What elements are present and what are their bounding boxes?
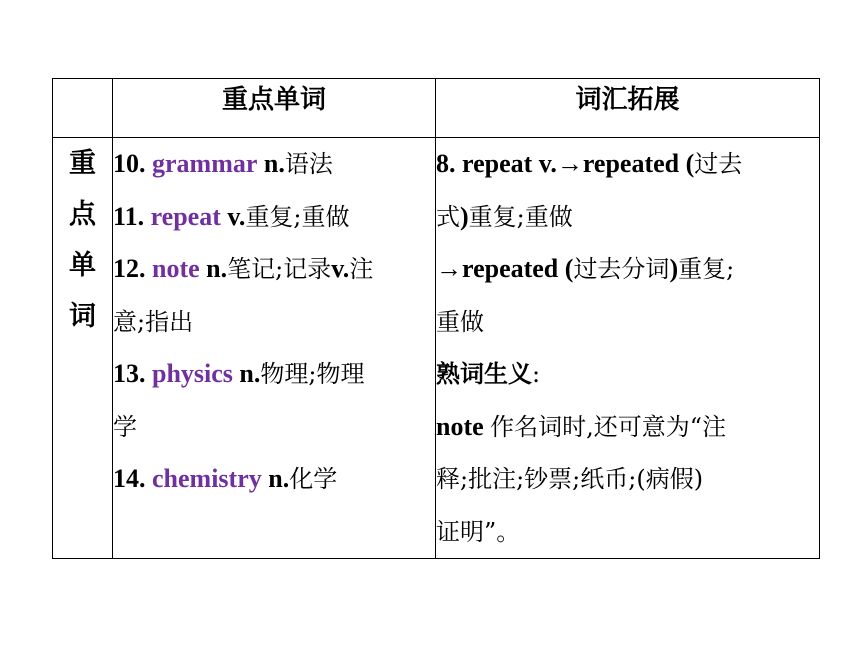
expansion-text: note (436, 411, 491, 441)
expansion-line (436, 296, 819, 349)
word-entry (113, 138, 435, 191)
entry-meaning: 物理;物理 (260, 360, 365, 388)
header-vocabulary-expansion: 词汇拓展 (436, 79, 820, 138)
side-label-char: 点 (69, 199, 96, 230)
entry-pos: n. (268, 464, 290, 493)
entry-meaning: 重复;重做 (245, 202, 350, 231)
entry-number: 14. (113, 464, 146, 493)
entry-meaning: 注 (349, 255, 374, 283)
entry-meaning: 意;指出 (113, 307, 194, 336)
word-entry (113, 348, 435, 401)
word-entry-continued (113, 296, 435, 349)
content-row (53, 138, 820, 559)
word-entry (113, 453, 435, 506)
side-label-char: 重 (69, 148, 96, 179)
entry-word: chemistry (152, 464, 262, 493)
entry-meaning: 笔记;记录 (227, 255, 332, 283)
expansion-text: 作名词时,还可意为“注 (490, 412, 727, 441)
familiar-label-text: 熟词生义 (436, 360, 532, 388)
word-entry (113, 191, 435, 244)
expansion-text: 过去分词 (573, 255, 670, 283)
expansion-text: ) (669, 254, 679, 283)
word-entry-continued (113, 401, 435, 454)
vocabulary-table (52, 78, 820, 559)
expansion-text: 重复; (678, 255, 735, 283)
side-label-char: 词 (69, 301, 96, 332)
expansion-line (436, 453, 819, 506)
expansion-text: 释;批注;钞票;纸币;(病假) (436, 465, 704, 493)
expansion-text: 过去 (694, 150, 743, 178)
header-row (53, 79, 820, 138)
entry-number: 11. (113, 201, 145, 231)
entry-meaning: 学 (113, 412, 137, 441)
header-key-words: 重点单词 (113, 79, 436, 138)
side-label-char: 单 (69, 250, 96, 281)
expansion-column (436, 138, 820, 559)
entry-number: 10. (113, 149, 146, 178)
entry-meaning: 化学 (289, 465, 338, 493)
expansion-text: ) (460, 201, 469, 231)
expansion-text: 8. repeat v.→repeated ( (436, 149, 695, 178)
expansion-text: →repeated ( (436, 254, 574, 283)
expansion-line (436, 506, 819, 559)
entry-pos: n. (206, 254, 228, 283)
expansion-text: 式 (436, 202, 460, 231)
entry-number: 12. (113, 254, 146, 283)
key-words-column (113, 138, 436, 559)
expansion-text: 重做 (436, 307, 484, 336)
entry-number: 13. (113, 359, 146, 388)
entry-word: note (152, 254, 200, 283)
entry-pos: n. (263, 149, 285, 178)
expansion-line (436, 401, 819, 454)
entry-pos: n. (239, 359, 261, 388)
expansion-line (436, 243, 819, 296)
entry-meaning: 语法 (284, 150, 333, 178)
entry-pos: v. (331, 254, 350, 283)
familiar-meaning-label (436, 348, 819, 401)
expansion-text: : (532, 360, 541, 388)
corner-cell (53, 79, 113, 138)
side-label (53, 138, 113, 559)
entry-word: physics (152, 359, 233, 388)
expansion-text: 证明”。 (436, 517, 521, 546)
expansion-line (436, 138, 819, 191)
expansion-text: 重复;重做 (468, 202, 573, 231)
word-entry (113, 243, 435, 296)
entry-word: repeat (150, 201, 221, 231)
entry-word: grammar (152, 149, 258, 178)
expansion-line (436, 191, 819, 244)
entry-pos: v. (227, 201, 246, 231)
